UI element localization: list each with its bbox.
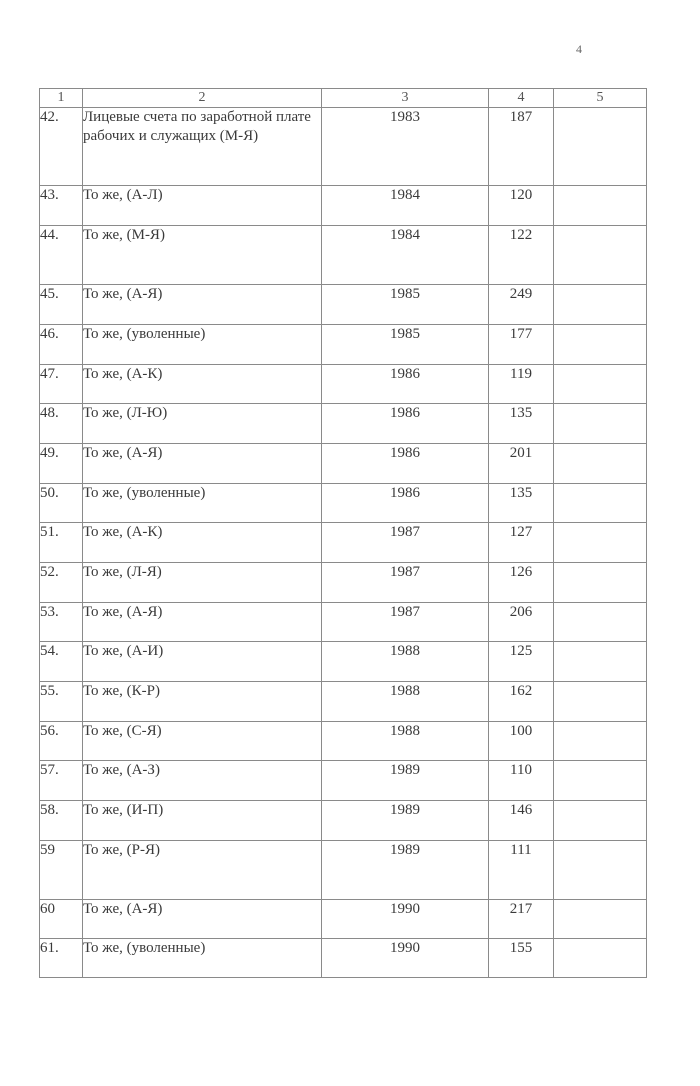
cell-sheets: 201 [489,444,554,484]
cell-sheets: 146 [489,801,554,841]
cell-number: 58. [40,801,83,841]
cell-title: То же, (И-П) [83,801,322,841]
cell-year: 1987 [322,563,489,603]
cell-year: 1990 [322,939,489,978]
table-row [40,444,647,484]
cell-title: То же, (уволенные) [83,484,322,523]
cell-number: 46. [40,325,83,365]
cell-title: То же, (Л-Ю) [83,404,322,444]
cell-sheets: 110 [489,761,554,801]
cell-note [554,404,647,444]
page-number: 4 [576,42,582,56]
cell-note [554,939,647,978]
cell-year: 1986 [322,444,489,484]
cell-title: Лицевые счета по заработной плате рабочих и служащих (М-Я) [83,108,322,186]
cell-year: 1989 [322,801,489,841]
cell-title: То же, (А-Л) [83,186,322,226]
cell-number: 50. [40,484,83,523]
cell-sheets: 125 [489,642,554,682]
cell-note [554,108,647,186]
cell-sheets: 155 [489,939,554,978]
table-header-row [40,89,647,108]
table-row [40,404,647,444]
cell-sheets: 135 [489,404,554,444]
cell-year: 1985 [322,325,489,365]
column-header-sheets: 4 [489,89,554,108]
cell-number: 59 [40,841,83,900]
table-row [40,563,647,603]
table-row [40,682,647,722]
cell-note [554,841,647,900]
cell-year: 1989 [322,761,489,801]
cell-number: 42. [40,108,83,186]
cell-sheets: 162 [489,682,554,722]
cell-sheets: 119 [489,365,554,404]
cell-note [554,285,647,325]
table-row [40,186,647,226]
cell-title: То же, (А-Я) [83,285,322,325]
cell-year: 1983 [322,108,489,186]
cell-sheets: 111 [489,841,554,900]
table-row [40,285,647,325]
cell-number: 54. [40,642,83,682]
column-header-number: 1 [40,89,83,108]
cell-year: 1987 [322,523,489,563]
cell-note [554,523,647,563]
cell-year: 1985 [322,285,489,325]
cell-title: То же, (А-З) [83,761,322,801]
table-row [40,801,647,841]
cell-number: 51. [40,523,83,563]
cell-title: То же, (А-Я) [83,444,322,484]
cell-number: 45. [40,285,83,325]
cell-year: 1990 [322,900,489,939]
cell-year: 1988 [322,642,489,682]
inventory-table [39,88,647,978]
table-row [40,226,647,285]
cell-note [554,325,647,365]
cell-note [554,484,647,523]
cell-sheets: 217 [489,900,554,939]
cell-year: 1986 [322,365,489,404]
cell-title: То же, (К-Р) [83,682,322,722]
cell-sheets: 187 [489,108,554,186]
cell-year: 1984 [322,186,489,226]
cell-sheets: 100 [489,722,554,761]
cell-number: 55. [40,682,83,722]
cell-year: 1984 [322,226,489,285]
cell-number: 52. [40,563,83,603]
cell-year: 1986 [322,404,489,444]
cell-note [554,642,647,682]
cell-number: 49. [40,444,83,484]
cell-year: 1988 [322,722,489,761]
cell-title: То же, (Л-Я) [83,563,322,603]
cell-note [554,900,647,939]
cell-year: 1987 [322,603,489,642]
cell-year: 1988 [322,682,489,722]
cell-note [554,761,647,801]
cell-number: 60 [40,900,83,939]
cell-number: 43. [40,186,83,226]
cell-sheets: 122 [489,226,554,285]
cell-number: 53. [40,603,83,642]
table-row [40,642,647,682]
cell-number: 48. [40,404,83,444]
cell-sheets: 126 [489,563,554,603]
cell-title: То же, (уволенные) [83,939,322,978]
table-row [40,841,647,900]
cell-sheets: 120 [489,186,554,226]
table-row [40,523,647,563]
cell-sheets: 135 [489,484,554,523]
cell-number: 57. [40,761,83,801]
cell-note [554,801,647,841]
cell-number: 47. [40,365,83,404]
cell-title: То же, (М-Я) [83,226,322,285]
cell-note [554,563,647,603]
cell-title: То же, (Р-Я) [83,841,322,900]
cell-sheets: 127 [489,523,554,563]
cell-note [554,186,647,226]
table-row [40,722,647,761]
cell-note [554,722,647,761]
table-row [40,939,647,978]
cell-title: То же, (уволенные) [83,325,322,365]
cell-note [554,444,647,484]
cell-number: 61. [40,939,83,978]
cell-number: 44. [40,226,83,285]
cell-title: То же, (А-К) [83,365,322,404]
cell-year: 1989 [322,841,489,900]
cell-sheets: 206 [489,603,554,642]
cell-title: То же, (А-И) [83,642,322,682]
table-row [40,900,647,939]
cell-year: 1986 [322,484,489,523]
table-row [40,365,647,404]
cell-title: То же, (А-К) [83,523,322,563]
cell-title: То же, (С-Я) [83,722,322,761]
cell-note [554,365,647,404]
column-header-year: 3 [322,89,489,108]
table-row [40,108,647,186]
cell-number: 56. [40,722,83,761]
table-row [40,325,647,365]
table-row [40,761,647,801]
cell-sheets: 177 [489,325,554,365]
cell-title: То же, (А-Я) [83,603,322,642]
cell-note [554,603,647,642]
table-row [40,603,647,642]
column-header-title: 2 [83,89,322,108]
cell-note [554,226,647,285]
column-header-notes: 5 [554,89,647,108]
table-row [40,484,647,523]
cell-note [554,682,647,722]
cell-sheets: 249 [489,285,554,325]
cell-title: То же, (А-Я) [83,900,322,939]
